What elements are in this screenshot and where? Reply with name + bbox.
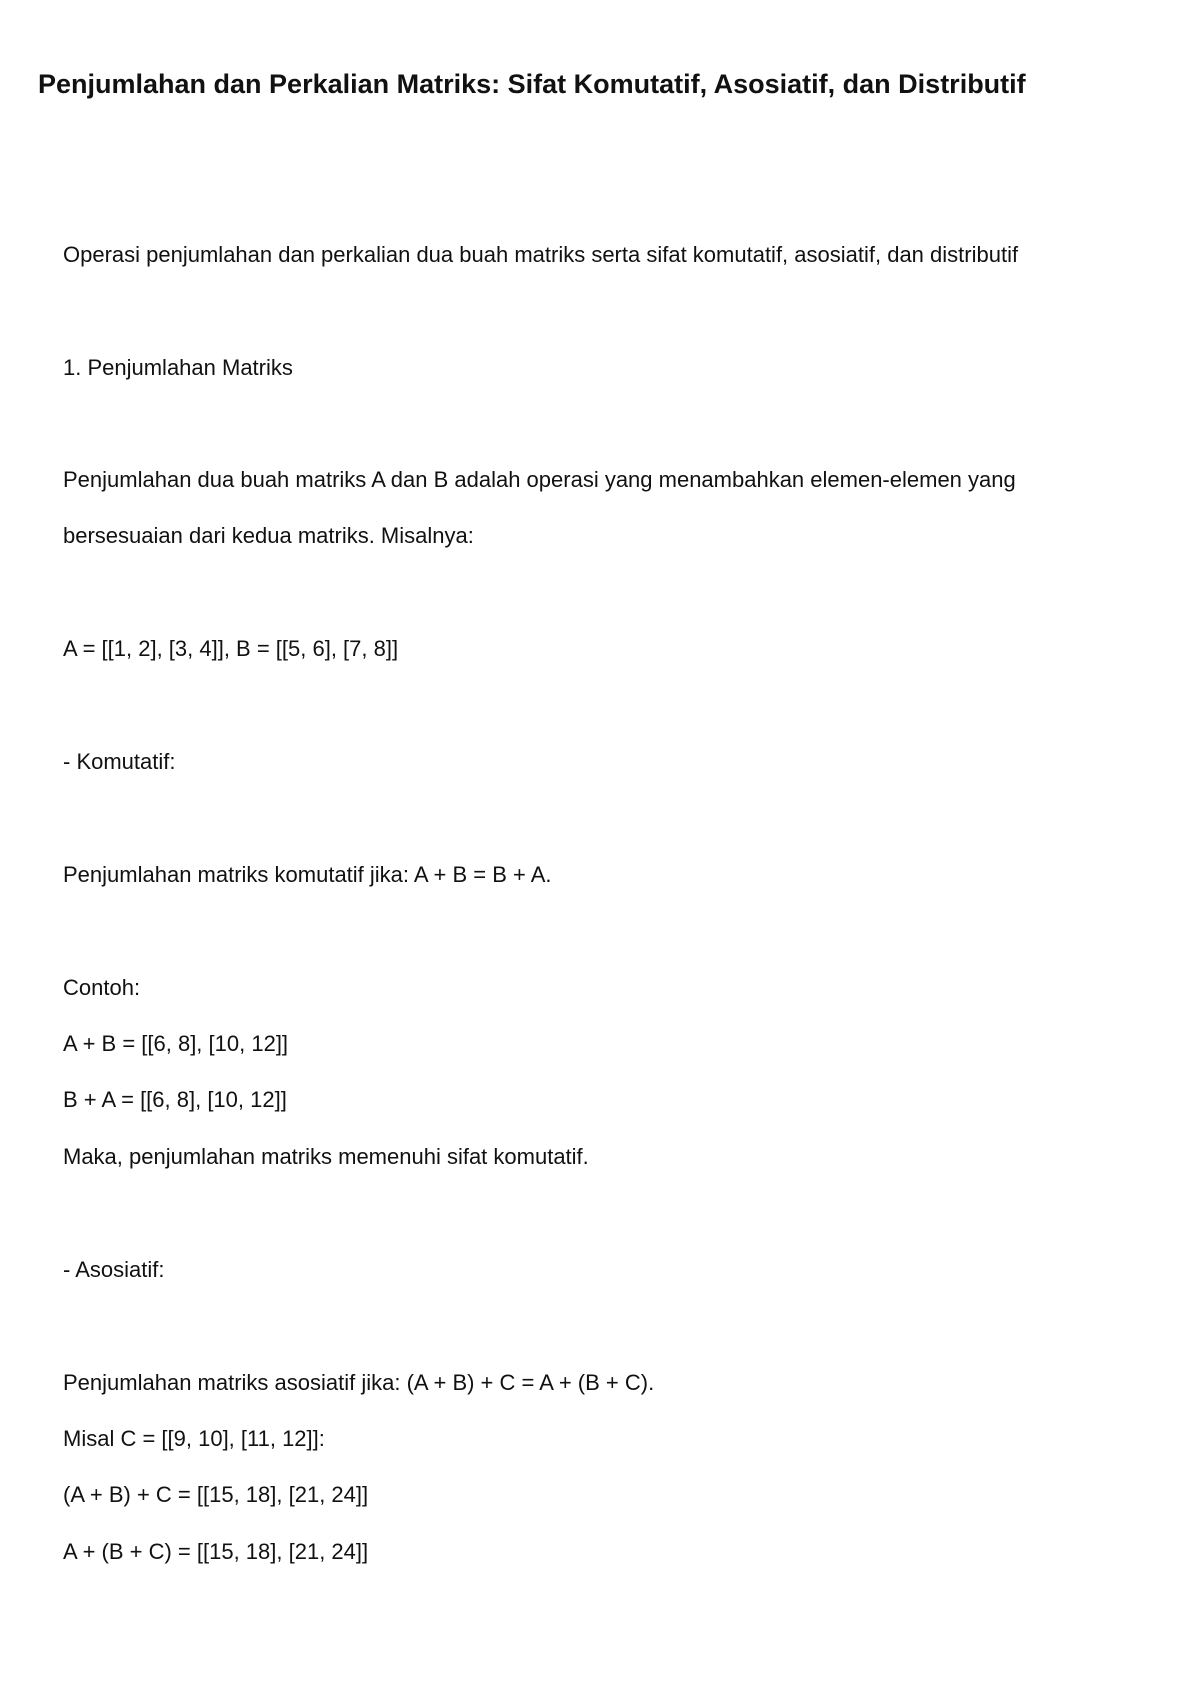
subsection-heading-komutatif: - Komutatif: — [63, 749, 176, 774]
matrix-definition: A = [[1, 2], [3, 4]], B = [[5, 6], [7, 8]] — [63, 636, 399, 661]
example-equation: B + A = [[6, 8], [10, 12]] — [63, 1087, 287, 1112]
asosiatif-statement: Penjumlahan matriks asosiatif jika: (A + B) + C = A + (B + C). — [63, 1370, 655, 1395]
conclusion-text: Maka, penjumlahan matriks memenuhi sifat komutatif. — [63, 1144, 589, 1169]
subsection-heading-asosiatif: - Asosiatif: — [63, 1257, 165, 1282]
intro-text: Operasi penjumlahan dan perkalian dua buah matriks serta sifat komutatif, asosiatif, dan distributif — [63, 242, 1019, 267]
komutatif-statement: Penjumlahan matriks komutatif jika: A + B = B + A. — [63, 862, 552, 887]
matrix-c-definition: Misal C = [[9, 10], [11, 12]]: — [63, 1426, 325, 1451]
example-label: Contoh: — [63, 975, 141, 1000]
paragraph-line: Penjumlahan dua buah matriks A dan B adalah operasi yang menambahkan elemen-elemen yang — [63, 467, 1016, 492]
section-heading: 1. Penjumlahan Matriks — [63, 355, 293, 380]
document-title: Penjumlahan dan Perkalian Matriks: Sifat Komutatif, Asosiatif, dan Distributif — [38, 69, 1026, 99]
example-equation: A + B = [[6, 8], [10, 12]] — [63, 1031, 289, 1056]
example-equation: A + (B + C) = [[15, 18], [21, 24]] — [63, 1539, 369, 1564]
example-equation: (A + B) + C = [[15, 18], [21, 24]] — [63, 1482, 369, 1507]
paragraph-line: bersesuaian dari kedua matriks. Misalnya: — [63, 523, 474, 548]
